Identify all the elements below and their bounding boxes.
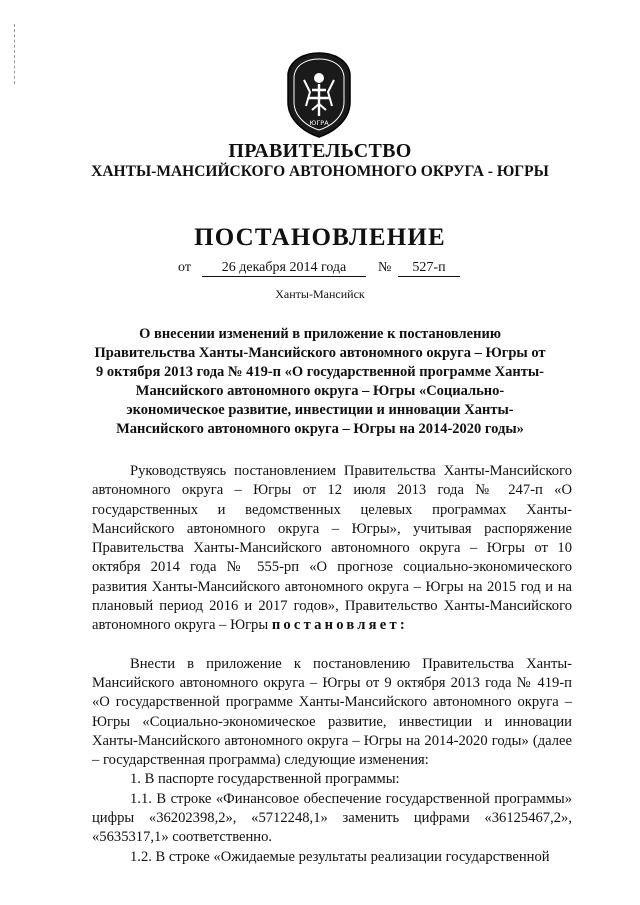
document-body — [92, 462, 572, 867]
number-sign: № — [378, 260, 392, 275]
government-title: ПРАВИТЕЛЬСТВО — [228, 140, 412, 162]
body-paragraph: 1.2. В строке «Ожидаемые результаты реализации государственной — [130, 848, 550, 865]
body-paragraph: 1. В паспорте государственной программы: — [130, 771, 400, 788]
document-date-line — [0, 260, 640, 280]
body-paragraph: 1.1. В строке «Финансовое обеспечение государственной программы» цифры «36202398,2», «5712248,1» заменить цифрами «36125467,2», «5635317,1» соответственно. — [92, 790, 572, 846]
government-subtitle: ХАНТЫ-МАНСИЙСКОГО АВТОНОМНОГО ОКРУГА - ЮГРЫ — [91, 163, 549, 180]
paragraph-text: Руководствуясь постановлением Правительства Ханты-Мансийского автономного округа – Югры от 12 июля 2013 года № 247-п «О государственных и ведомственных целевых программах Ханты-Мансийского автономного округа – Югры», учитывая распоряжение Правительства Ханты-Мансийского автономного округа – Югры от 10 октября 2014 года № 555-рп «О прогнозе социально-экономического развития Ханты-Мансийского автономного округа – Югры на 2015 год и на плановый период 2016 и 2017 годов», Правительство Ханты-Мансийского автономного округа – Югры — [92, 463, 572, 634]
document-number: 527-п — [398, 260, 460, 277]
document-heading: О внесении изменений в приложение к постановлению Правительства Ханты-Мансийского автономного округа – Югры от 9 октября 2013 года № 419-п «О государственной программе Ханты-Мансийского автономного округа – Югры «Социально-экономическое развитие, инвестиции и инновации Ханты-Мансийского автономного округа – Югры на 2014-2020 годы» — [94, 326, 546, 437]
document-city: Ханты-Мансийск — [275, 287, 365, 301]
ugra-coat-of-arms-icon — [282, 50, 356, 140]
date-prefix: от — [178, 260, 191, 275]
document-date: 26 декабря 2014 года — [202, 260, 366, 277]
document-type: ПОСТАНОВЛЕНИЕ — [194, 224, 446, 251]
scan-edge-mark — [14, 24, 17, 84]
body-paragraph — [92, 462, 572, 636]
decree-word: постановляет: — [271, 617, 408, 634]
body-paragraph: Внести в приложение к постановлению Правительства Ханты-Мансийского автономного округа – Югры от 9 октября 2013 года № 419-п «О государственной программе Ханты-Мансийского автономного округа – Югры «Социально-экономическое развитие, инвестиции и инновации Ханты-Мансийского автономного округа – Югры на 2014-2020 годы» (далее – государственная программа) следующие изменения: — [92, 655, 572, 769]
svg-text:ЮГРА: ЮГРА — [309, 119, 329, 127]
